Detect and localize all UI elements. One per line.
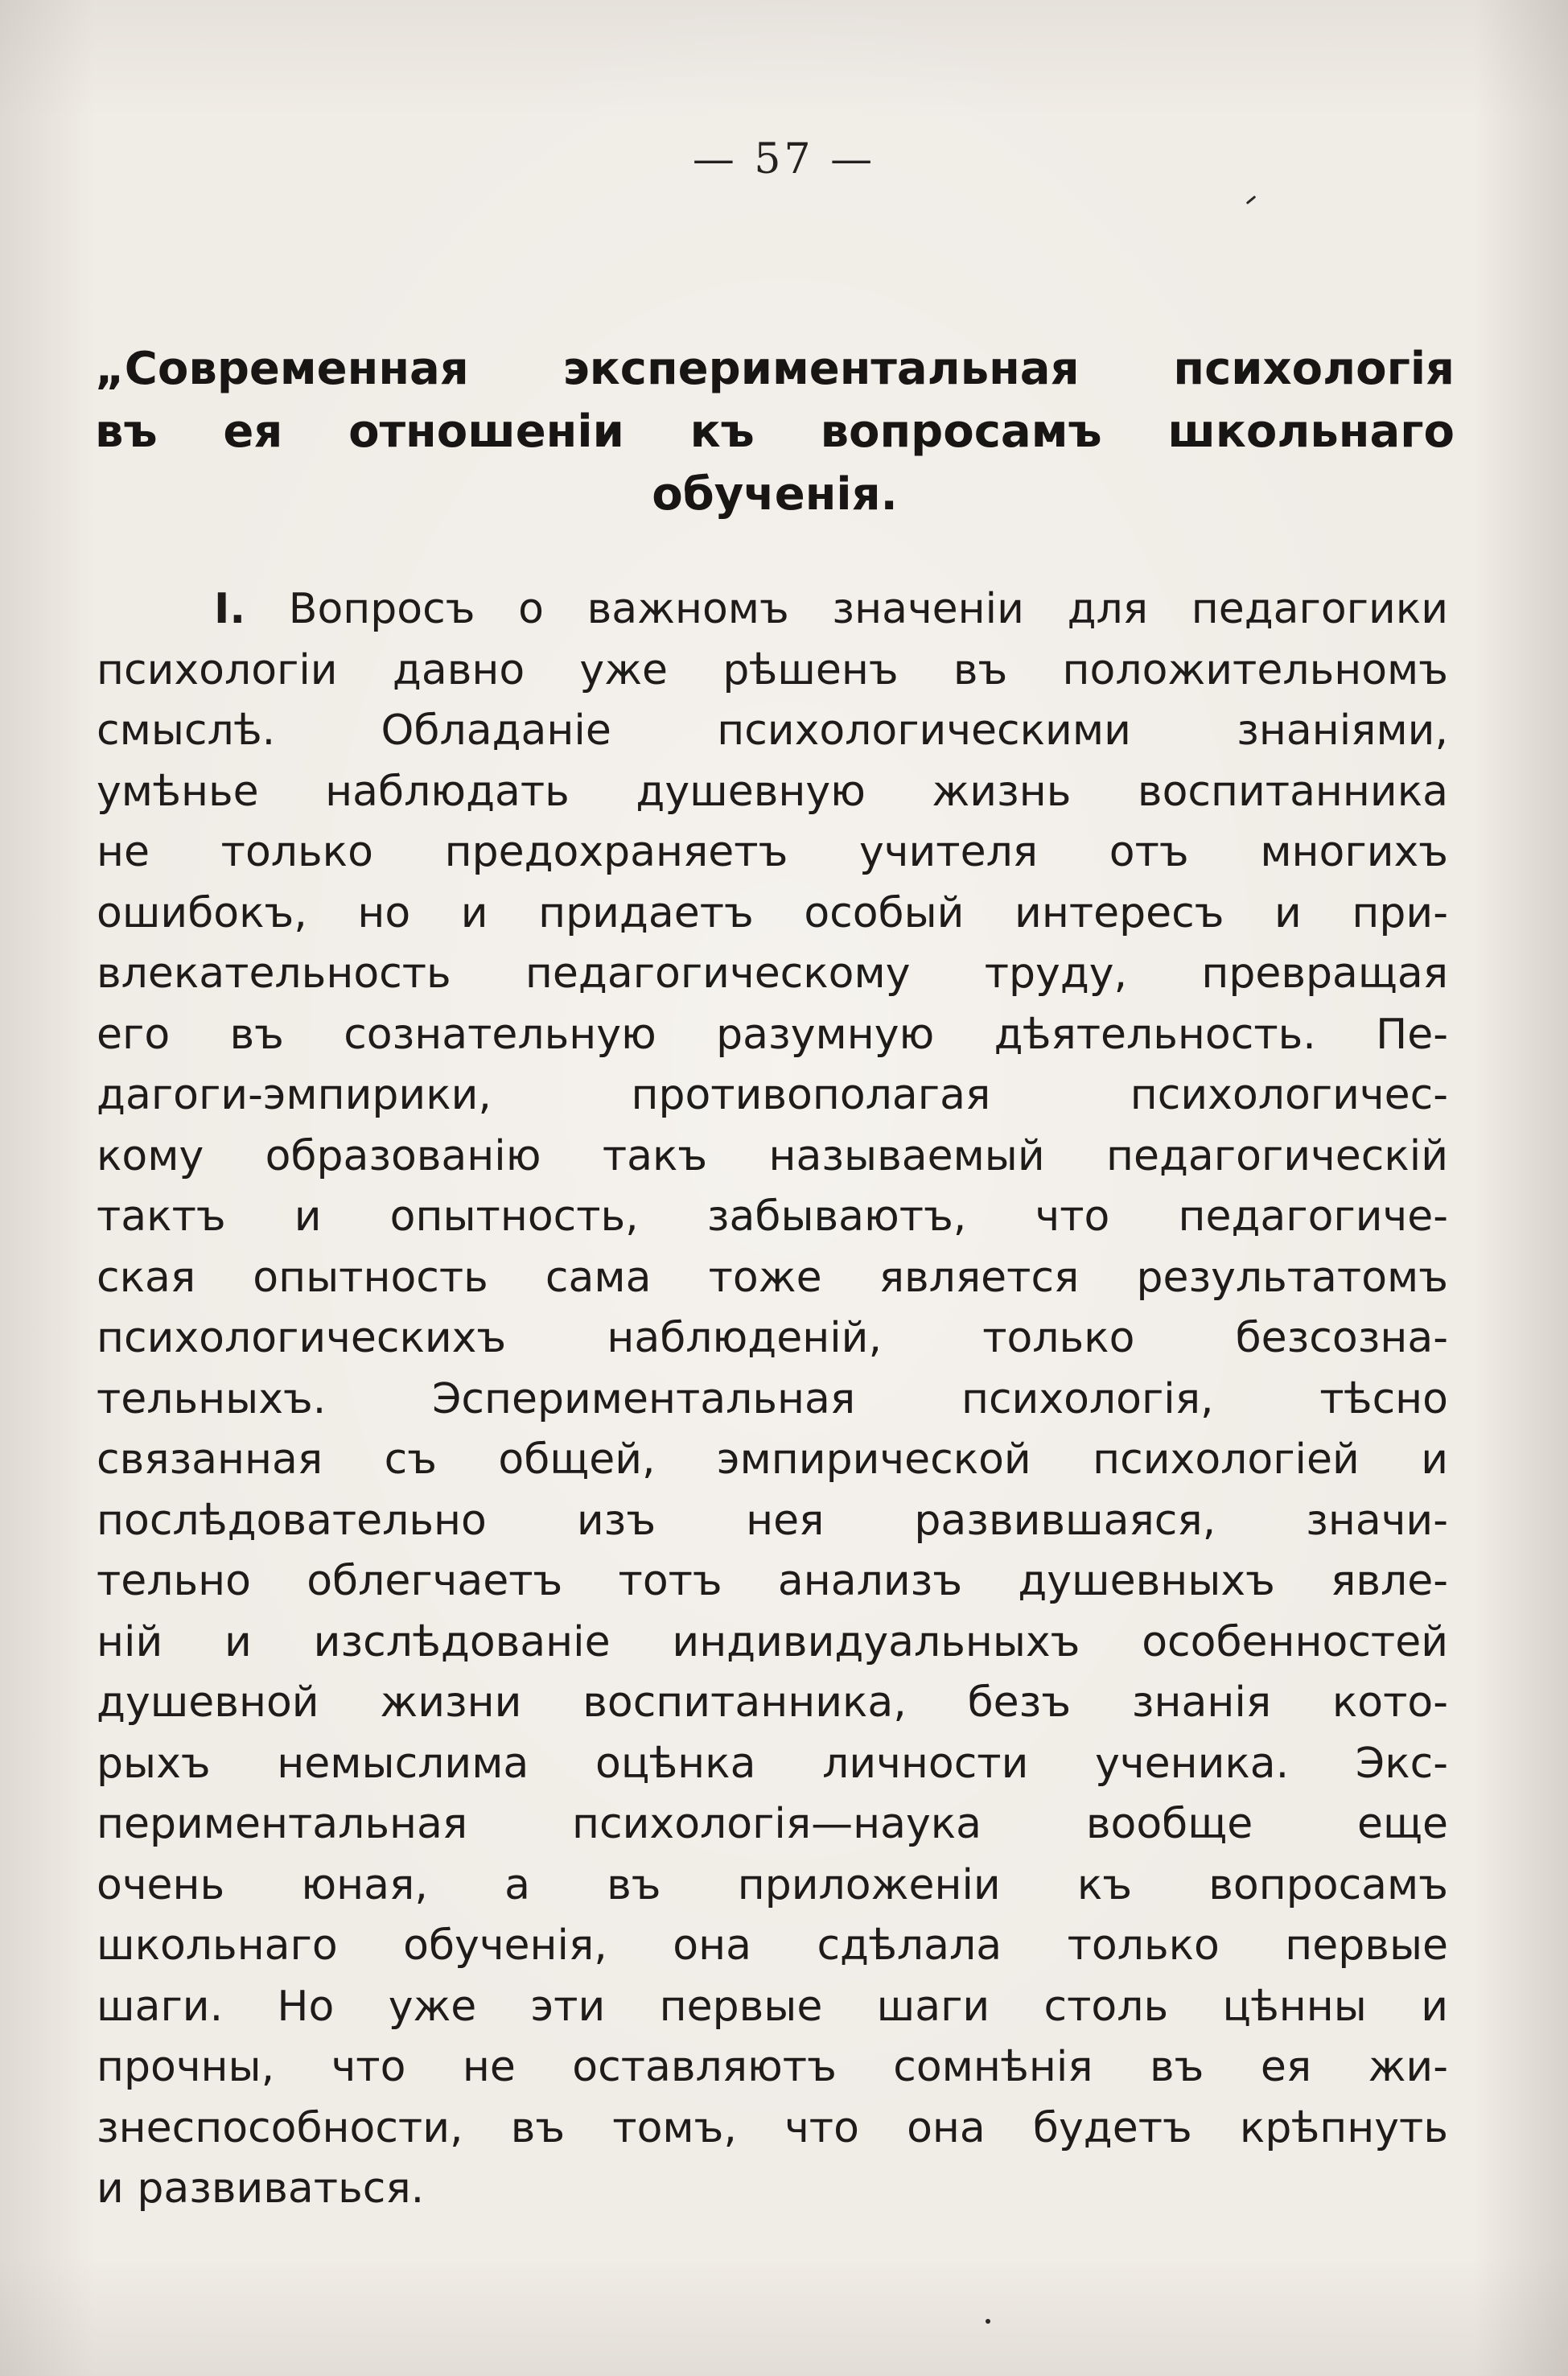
text-line: не только предохраняетъ учителя отъ многихъ bbox=[97, 828, 1448, 876]
text-line: и развиваться. bbox=[97, 2164, 425, 2213]
text-line: очень юная, а въ приложеніи къ вопросамъ bbox=[97, 1860, 1448, 1909]
text-line: умѣнье наблюдать душевную жизнь воспитанника bbox=[97, 767, 1448, 816]
text-line: школьнаго обученія, она сдѣлала только первые bbox=[97, 1921, 1448, 1970]
text-line bbox=[97, 579, 1448, 640]
text-line: тактъ и опытность, забываютъ, что педагогиче- bbox=[97, 1192, 1448, 1241]
text-line: психологическихъ наблюденій, только безсозна- bbox=[97, 1314, 1448, 1362]
text-line: связанная съ общей, эмпирической психологіей и bbox=[97, 1435, 1448, 1484]
text-line: послѣдовательно изъ нея развившаяся, значи- bbox=[97, 1496, 1448, 1545]
text-line: тельныхъ. Эспериментальная психологія, тѣсно bbox=[97, 1374, 1448, 1423]
text-line: дагоги-эмпирики, противополагая психологичес- bbox=[97, 1071, 1448, 1119]
text-line: ская опытность сама тоже является результатомъ bbox=[97, 1253, 1448, 1302]
page-number: — 57 — bbox=[692, 135, 876, 183]
paper-speck bbox=[986, 2319, 990, 2324]
text-line: периментальная психологія—наука вообще еще bbox=[97, 1800, 1448, 1848]
text-line: тельно облегчаетъ тотъ анализъ душевныхъ явле- bbox=[97, 1557, 1448, 1605]
title-line: обученія. bbox=[652, 468, 898, 521]
text-line: ошибокъ, но и придаетъ особый интересъ и при- bbox=[97, 888, 1448, 937]
text-line: влекательность педагогическому труду, превращая bbox=[97, 949, 1448, 998]
section-number: I. bbox=[214, 585, 246, 633]
paper-speck bbox=[1246, 196, 1257, 204]
text-line: знеспособности, въ томъ, что она будетъ крѣпнуть bbox=[97, 2103, 1448, 2152]
title-line: въ ея отношеніи къ вопросамъ школьнаго bbox=[95, 406, 1455, 458]
text-line: кому образованію такъ называемый педагогическій bbox=[97, 1131, 1448, 1180]
text-line: душевной жизни воспитанника, безъ знанія кото- bbox=[97, 1678, 1448, 1727]
text-line: прочны, что не оставляютъ сомнѣнія въ ея жи- bbox=[97, 2043, 1448, 2091]
text-line: шаги. Но уже эти первые шаги столь цѣнны и bbox=[97, 1982, 1448, 2031]
text-line-content: Вопросъ о важномъ значеніи для педагогики bbox=[288, 585, 1448, 633]
section-paragraph bbox=[97, 579, 1448, 2220]
text-line: ній и изслѣдованіе индивидуальныхъ особенностей bbox=[97, 1617, 1448, 1666]
article-title bbox=[95, 338, 1455, 526]
text-line: его въ сознательную разумную дѣятельность. Пе- bbox=[97, 1010, 1448, 1059]
text-line: психологіи давно уже рѣшенъ въ положительномъ bbox=[97, 645, 1448, 694]
title-line: „Современная экспериментальная психологія bbox=[95, 343, 1455, 395]
text-line: смыслѣ. Обладаніе психологическими знаніями, bbox=[97, 706, 1448, 755]
text-line: рыхъ немыслима оцѣнка личности ученика. Экс- bbox=[97, 1739, 1448, 1788]
